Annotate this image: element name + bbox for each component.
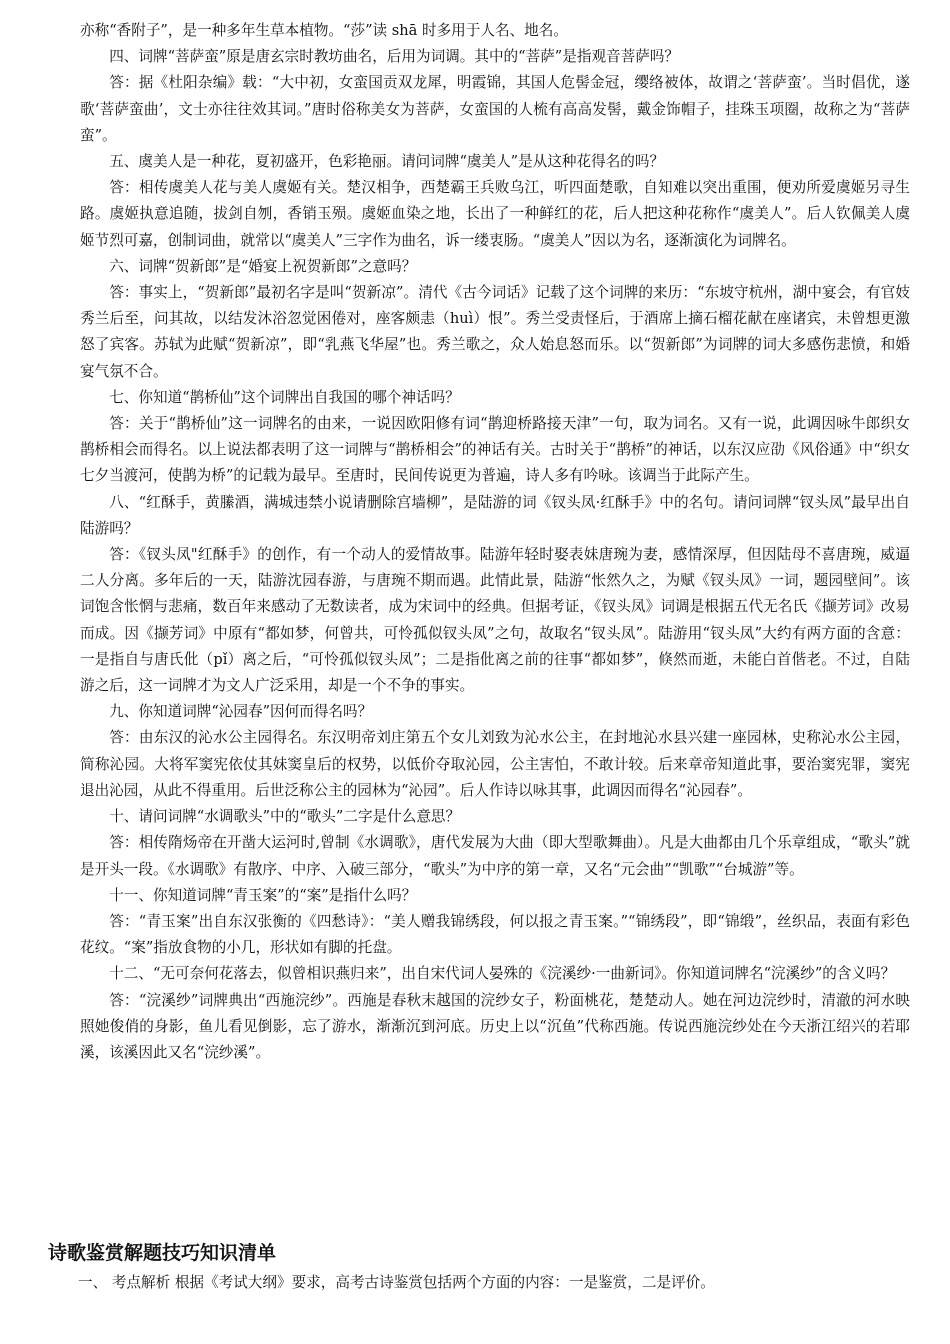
question-4: 四、词牌“菩萨蛮”原是唐玄宗时教坊曲名，后用为词调。其中的“菩萨”是指观音菩萨吗？ bbox=[109, 48, 680, 66]
question-6: 六、词牌“贺新郎”是“婚宴上祝贺新郎”之意吗？ bbox=[109, 257, 417, 275]
answer-12: 答：“浣溪纱”词牌典出“西施浣纱”。西施是春秋末越国的浣纱女子，粉面桃花，楚楚动人。她在河边浣纱时，清澈的河水映照她俊俏的身影，鱼儿看见倒影，忘了游水，渐渐沉到河底。历史上以“沉鱼”代称西施。传说西施浣纱处在今天浙江绍兴的若耶溪，该溪因此又名“浣纱溪”。 bbox=[80, 991, 910, 1061]
question-10: 十、请问词牌“水调歌头”中的“歌头”二字是什么意思？ bbox=[109, 808, 461, 826]
question-8: 八、“红酥手，黄縢酒，满城违禁小说请删除宫墙柳”，是陆游的词《钗头凤·红酥手》中的名句。请问词牌“钗头凤”最早出自陆游吗？ bbox=[80, 493, 910, 537]
question-12: 十二、“无可奈何花落去，似曾相识燕归来”，出自宋代词人晏殊的《浣溪纱·一曲新词》。你知道词牌名“浣溪纱”的含义吗？ bbox=[109, 965, 896, 983]
answer-6: 答：事实上，“贺新郎”最初名字是叫“贺新凉”。清代《古今词话》记载了这个词牌的来历：“东坡守杭州，湖中宴会，有官妓秀兰后至，问其故，以结发沐浴忽觉困倦对，座客颇恚（huì）恨”。秀兰受责怪后，于酒席上摘石榴花献在座诸宾，未曾想更激怒了宾客。苏轼为此赋“贺新凉”，即“乳燕飞华屋”也。秀兰歌之，众人始息怒而乐。以“贺新郎”为词牌的词大多感伤悲愤，和婚宴气氛不合。 bbox=[80, 284, 910, 380]
question-9: 九、你知道词牌“沁园春”因何而得名吗？ bbox=[109, 703, 373, 721]
answer-5: 答：相传虞美人花与美人虞姬有关。楚汉相争，西楚霸王兵败乌江，听四面楚歌，自知难以突出重围，便劝所爱虞姬另寻生路。虞姬执意追随，拔剑自刎，香销玉殒。虞姬血染之地，长出了一种鲜红的花，后人把这种花称作“虞美人”。后人钦佩美人虞姬节烈可嘉，创制词曲，就常以“虞美人”三字作为曲名，诉一缕衷肠。“虞美人”因以为名，逐渐演化为词牌名。 bbox=[80, 179, 910, 249]
paragraph-intro: 亦称“香附子”，是一种多年生草本植物。“莎”读 shā 时多用于人名、地名。 bbox=[80, 22, 568, 39]
section-intro: 一、 考点解析 根据《考试大纲》要求，高考古诗鉴赏包括两个方面的内容：一是鉴赏，二是评价。 bbox=[78, 1274, 715, 1291]
answer-10: 答：相传隋炀帝在开凿大运河时,曾制《水调歌》，唐代发展为大曲（即大型歌舞曲）。凡是大曲都由几个乐章组成，“歌头”就是开头一段。《水调歌》有散序、中序、入破三部分，“歌头”为中序的第一章，又名“元会曲”“凯歌”“台城游”等。 bbox=[80, 834, 910, 878]
answer-8: 答：《钗头凤"红酥手》的创作，有一个动人的爱情故事。陆游年轻时娶表妹唐琬为妻，感情深厚，但因陆母不喜唐琬，威逼二人分离。多年后的一天，陆游沈园春游，与唐琬不期而遇。此情此景，陆游“怅然久之，为赋《钗头凤》一词，题园壁间”。该词饱含怅惘与悲痛，数百年来感动了无数读者，成为宋词中的经典。但据考证，《钗头凤》词调是根据五代无名氏《撷芳词》改易而成。因《撷芳词》中原有“都如梦，何曾共，可怜孤似钗头凤”之句，故取名“钗头凤”。陆游用“钗头凤”大约有两方面的含意：一是指自与唐氏仳（pǐ）离之后，“可怜孤似钗头凤”；二是指仳离之前的往事“都如梦”，倏然而逝，未能白首偕老。不过，自陆游之后，这一词牌才为文人广泛采用，却是一个不争的事实。 bbox=[80, 546, 910, 695]
article-body bbox=[80, 18, 910, 1066]
answer-9: 答：由东汉的沁水公主园得名。东汉明帝刘庄第五个女儿刘致为沁水公主，在封地沁水县兴建一座园林，史称沁水公主园，简称沁园。大将军窦宪依仗其妹窦皇后的权势，以低价夺取沁园，公主害怕，不敢计较。后来章帝知道此事，要治窦宪罪，窦宪退出沁园，从此不得重用。后世泛称公主的园林为“沁园”。后人作诗以咏其事，此调因而得名“沁园春”。 bbox=[80, 729, 910, 799]
question-11: 十一、你知道词牌“青玉案”的“案”是指什么吗？ bbox=[109, 886, 417, 904]
question-7: 七、你知道“鹊桥仙”这个词牌出自我国的哪个神话吗？ bbox=[109, 388, 460, 406]
answer-7: 答：关于“鹊桥仙”这一词牌名的由来，一说因欧阳修有词“鹊迎桥路接天津”一句，取为词名。又有一说，此调因咏牛郎织女鹊桥相会而得名。以上说法都表明了这一词牌与“鹊桥相会”的神话有关。古时关于“鹊桥”的神话，以东汉应劭《风俗通》中“织女七夕当渡河，使鹊为桥”的记载为最早。至唐时，民间传说更为普遍，诗人多有吟咏。该调当于此际产生。 bbox=[80, 415, 910, 485]
section-heading: 诗歌鉴赏解题技巧知识清单 bbox=[48, 1242, 277, 1264]
answer-11: 答：“青玉案”出自东汉张衡的《四愁诗》：“美人赠我锦绣段，何以报之青玉案。”“锦绣段”，即“锦缎”，丝织品，表面有彩色花纹。“案”指放食物的小几，形状如有脚的托盘。 bbox=[80, 912, 910, 957]
answer-4: 答：据《杜阳杂编》载：“大中初，女蛮国贡双龙犀，明霞锦，其国人危髻金冠，缨络被体，故谓之‘菩萨蛮’。当时倡优，遂歌‘菩萨蛮曲’，文士亦往往效其词。”唐时俗称美女为菩萨，女蛮国的人梳有高高发髻，戴金饰帽子，挂珠玉项圈，故称之为“菩萨蛮”。 bbox=[80, 74, 910, 144]
question-5: 五、虞美人是一种花，夏初盛开，色彩艳丽。请问词牌“虞美人”是从这种花得名的吗？ bbox=[109, 153, 665, 171]
